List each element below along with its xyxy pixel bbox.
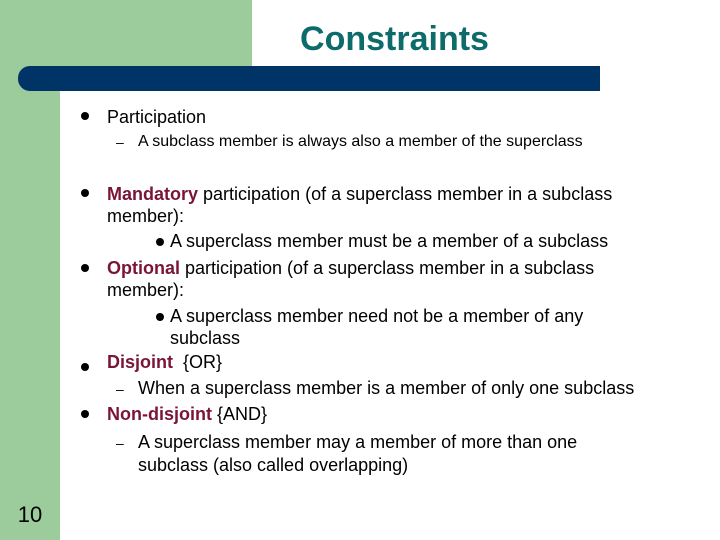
bullet-icon [81,112,89,120]
dash-icon: – [116,435,124,451]
nondisjoint-rest: {AND} [211,404,268,424]
slide-number: 10 [17,502,43,527]
disjoint-rest: {OR} [173,352,223,372]
term-mandatory: Mandatory [107,184,199,204]
bullet-icon [81,363,89,371]
bullet-icon [156,238,164,246]
dash-icon: – [116,381,124,397]
slide-title: Constraints [300,20,489,58]
item-mandatory [107,183,612,205]
mandatory-sub-text: A superclass member must be a member of a subclass [170,231,609,251]
term-nondisjoint: Non-disjoint [107,404,212,424]
item-optional-sub [156,305,583,327]
bullet-icon [81,410,89,418]
item-mandatory-cont: member): [107,206,185,226]
item-mandatory-sub [156,230,608,252]
item-optional-sub-cont: subclass [170,328,241,348]
bullet-icon [81,264,89,272]
item-nondisjoint [107,403,267,425]
bullet-icon [156,313,164,321]
optional-sub-text-1: A superclass member need not be a member of any [170,306,584,326]
dash-icon: – [116,134,124,150]
term-optional: Optional [107,258,180,278]
optional-rest: participation (of a superclass member in a subclass [180,258,595,278]
item-nondisjoint-sub-cont: subclass (also called overlapping) [138,455,409,475]
item-disjoint-sub: When a superclass member is a member of only one subclass [138,378,635,398]
item-participation: Participation [107,107,207,127]
item-nondisjoint-sub: A superclass member may a member of more than one [138,432,578,452]
bullet-icon [81,189,89,197]
item-optional [107,257,594,279]
term-disjoint: Disjoint [107,352,173,372]
mandatory-rest: participation (of a superclass member in a subclass [198,184,613,204]
item-disjoint [107,351,222,373]
item-participation-sub: A subclass member is always also a member of the superclass [138,133,583,150]
item-optional-cont: member): [107,280,185,300]
